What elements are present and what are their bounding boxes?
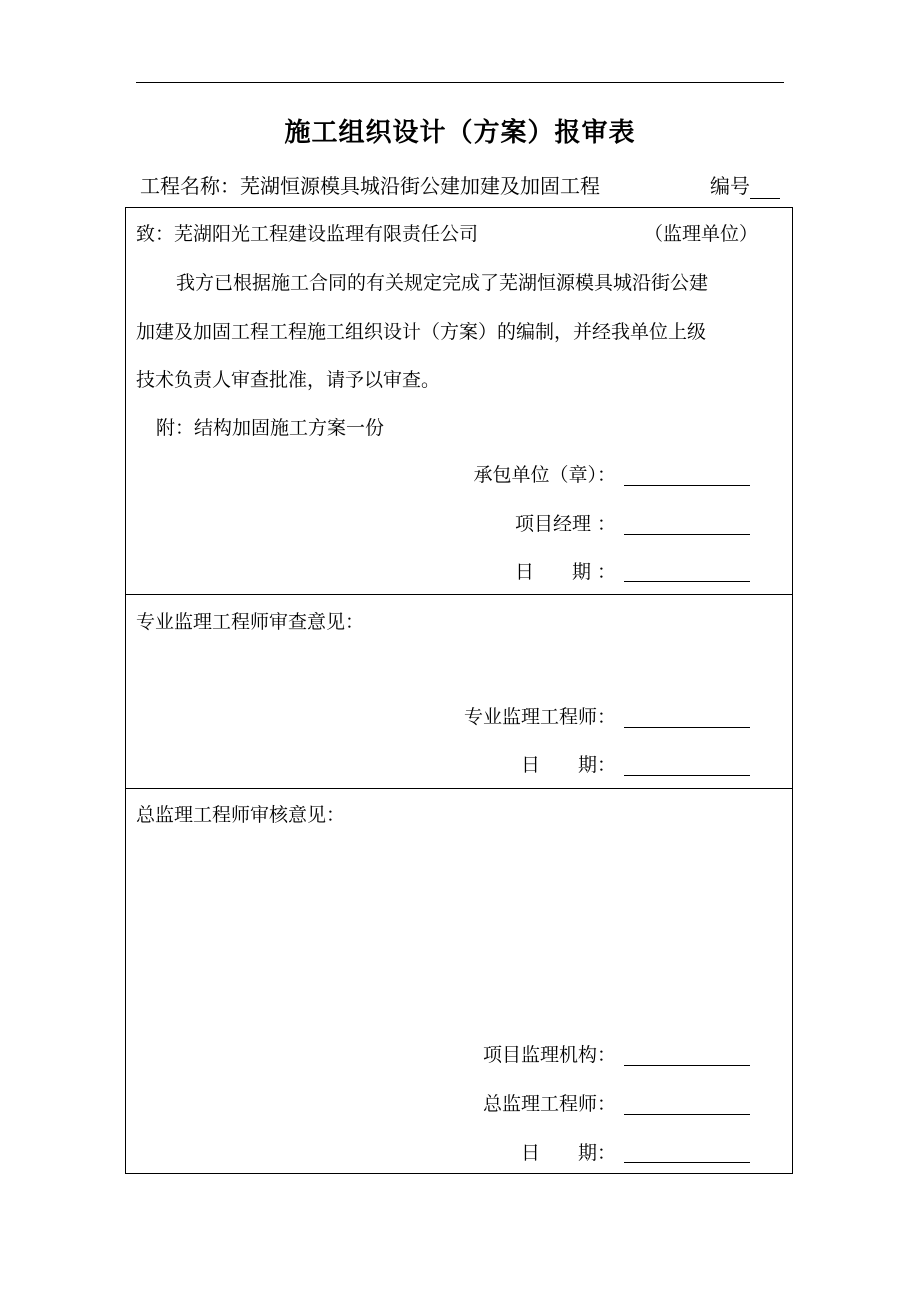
project-name: 芜湖恒源模具城沿街公建加建及加固工程 — [240, 174, 600, 198]
to-label: 致： — [136, 223, 175, 245]
serial-blank[interactable] — [750, 176, 780, 199]
submission-date-line[interactable] — [624, 581, 750, 582]
manager-label: 项目经理 ： — [514, 513, 616, 535]
to-role: （监理单位） — [644, 223, 759, 245]
body-line-1: 我方已根据施工合同的有关规定完成了芜湖恒源模具城沿街公建 — [176, 272, 709, 294]
specialist-date-label: 日 期： — [520, 754, 616, 776]
chief-date-label: 日 期： — [520, 1142, 616, 1164]
specialist-engineer-signature-line[interactable] — [624, 727, 750, 728]
serial-number-field — [710, 170, 780, 199]
specialist-date-line[interactable] — [624, 775, 750, 776]
specialist-review-section — [126, 595, 792, 789]
specialist-review-heading: 专业监理工程师审查意见： — [136, 611, 365, 633]
supervision-org-label: 项目监理机构： — [482, 1044, 616, 1066]
page-title: 施工组织设计（方案）报审表 — [284, 118, 636, 148]
manager-signature-line[interactable] — [624, 534, 750, 535]
chief-engineer-signature-line[interactable] — [624, 1114, 750, 1115]
body-line-3: 技术负责人审查批准，请予以审查。 — [136, 369, 441, 391]
chief-engineer-label: 总监理工程师： — [482, 1093, 616, 1115]
attachment-line: 附：结构加固施工方案一份 — [156, 417, 385, 439]
chief-review-section — [126, 789, 792, 1174]
supervision-org-signature-line[interactable] — [624, 1065, 750, 1066]
addressee-line — [136, 221, 478, 247]
project-name-line — [140, 170, 600, 199]
project-label: 工程名称： — [140, 174, 240, 198]
to-company: 芜湖阳光工程建设监理有限责任公司 — [174, 223, 479, 245]
contractor-signature-line[interactable] — [624, 485, 750, 486]
top-rule — [136, 82, 784, 83]
chief-date-line[interactable] — [624, 1162, 750, 1163]
contractor-label: 承包单位（章）： — [473, 464, 616, 486]
submission-date-label: 日 期 ： — [514, 561, 616, 583]
serial-label: 编号 — [710, 174, 750, 198]
body-line-2: 加建及加固工程工程施工组织设计（方案）的编制，并经我单位上级 — [136, 321, 707, 343]
approval-form-table — [125, 207, 793, 1174]
specialist-engineer-label: 专业监理工程师： — [463, 706, 616, 728]
chief-review-heading: 总监理工程师审核意见： — [136, 804, 346, 826]
submission-section — [126, 208, 792, 595]
